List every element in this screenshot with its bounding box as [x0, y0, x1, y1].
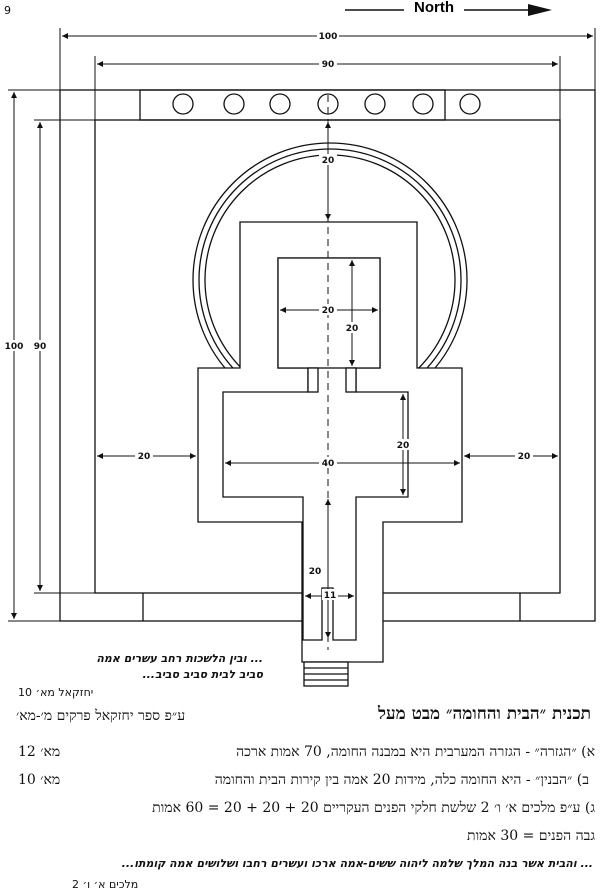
page-number: 9 [4, 4, 11, 17]
note-a: א) ״הגזרה״ - הגזרה המערבית היא במבנה החומה, 70 אמות ארכה [236, 744, 595, 760]
dim-outer-width: 100 [318, 32, 338, 42]
dim-inner-room-width: 20 [321, 306, 335, 316]
plan-title: תכנית ״הבית והחומה״ מבט מעל [378, 704, 591, 724]
plan-subtitle: ע״פ ספר יחזקאל פרקים מ׳-מא׳ [16, 708, 186, 724]
dim-inner-room-depth: 20 [345, 324, 359, 334]
note-b-ref: מא׳ 10 [18, 772, 61, 788]
north-arrow [345, 0, 552, 16]
dim-hall-width: 40 [321, 459, 335, 469]
quote-bottom: ... והבית אשר בנה המלך שלמה ליהוה ששים-אמה ארכו ועשרים רחבו ושלושים אמה קומתו... [121, 857, 593, 870]
pillar-row [173, 94, 480, 114]
house-outline [198, 222, 462, 686]
note-c: ג) ע״פ מלכים א׳ ו׳ 2 שלשת חלקי הפנים העקריים 20 + 20 + 20 = 60 אמות [152, 800, 595, 816]
quote-top-ref: יחזקאל מא׳ 10 [18, 686, 94, 699]
dim-inner-width: 90 [321, 60, 335, 70]
dim-top-gap: 20 [321, 156, 335, 166]
quote-bottom-ref: מלכים א׳ ו׳ 2 [72, 878, 139, 891]
north-label: North [414, 0, 454, 16]
dim-outer-height: 100 [4, 342, 24, 352]
note-b: ב) ״הבנין״ - היא החומה כלה, מידות 20 אמה בין קירות הבית והחומה [214, 772, 589, 788]
quote-top-line1: ... ובין הלשכות רחב עשרים אמה [96, 652, 263, 665]
dim-side-right: 20 [517, 452, 531, 462]
dim-porch-depth: 20 [308, 567, 322, 577]
note-a-ref: מא׳ 12 [18, 744, 61, 760]
dim-porch-width: 11 [323, 591, 337, 601]
dim-side-left: 20 [137, 452, 151, 462]
note-d: גבה הפנים = 30 אמות [467, 828, 595, 844]
quote-top-line2: סביב לבית סביב סביב... [142, 668, 263, 681]
dim-inner-height: 90 [33, 342, 47, 352]
dim-hall-depth: 20 [396, 441, 410, 451]
